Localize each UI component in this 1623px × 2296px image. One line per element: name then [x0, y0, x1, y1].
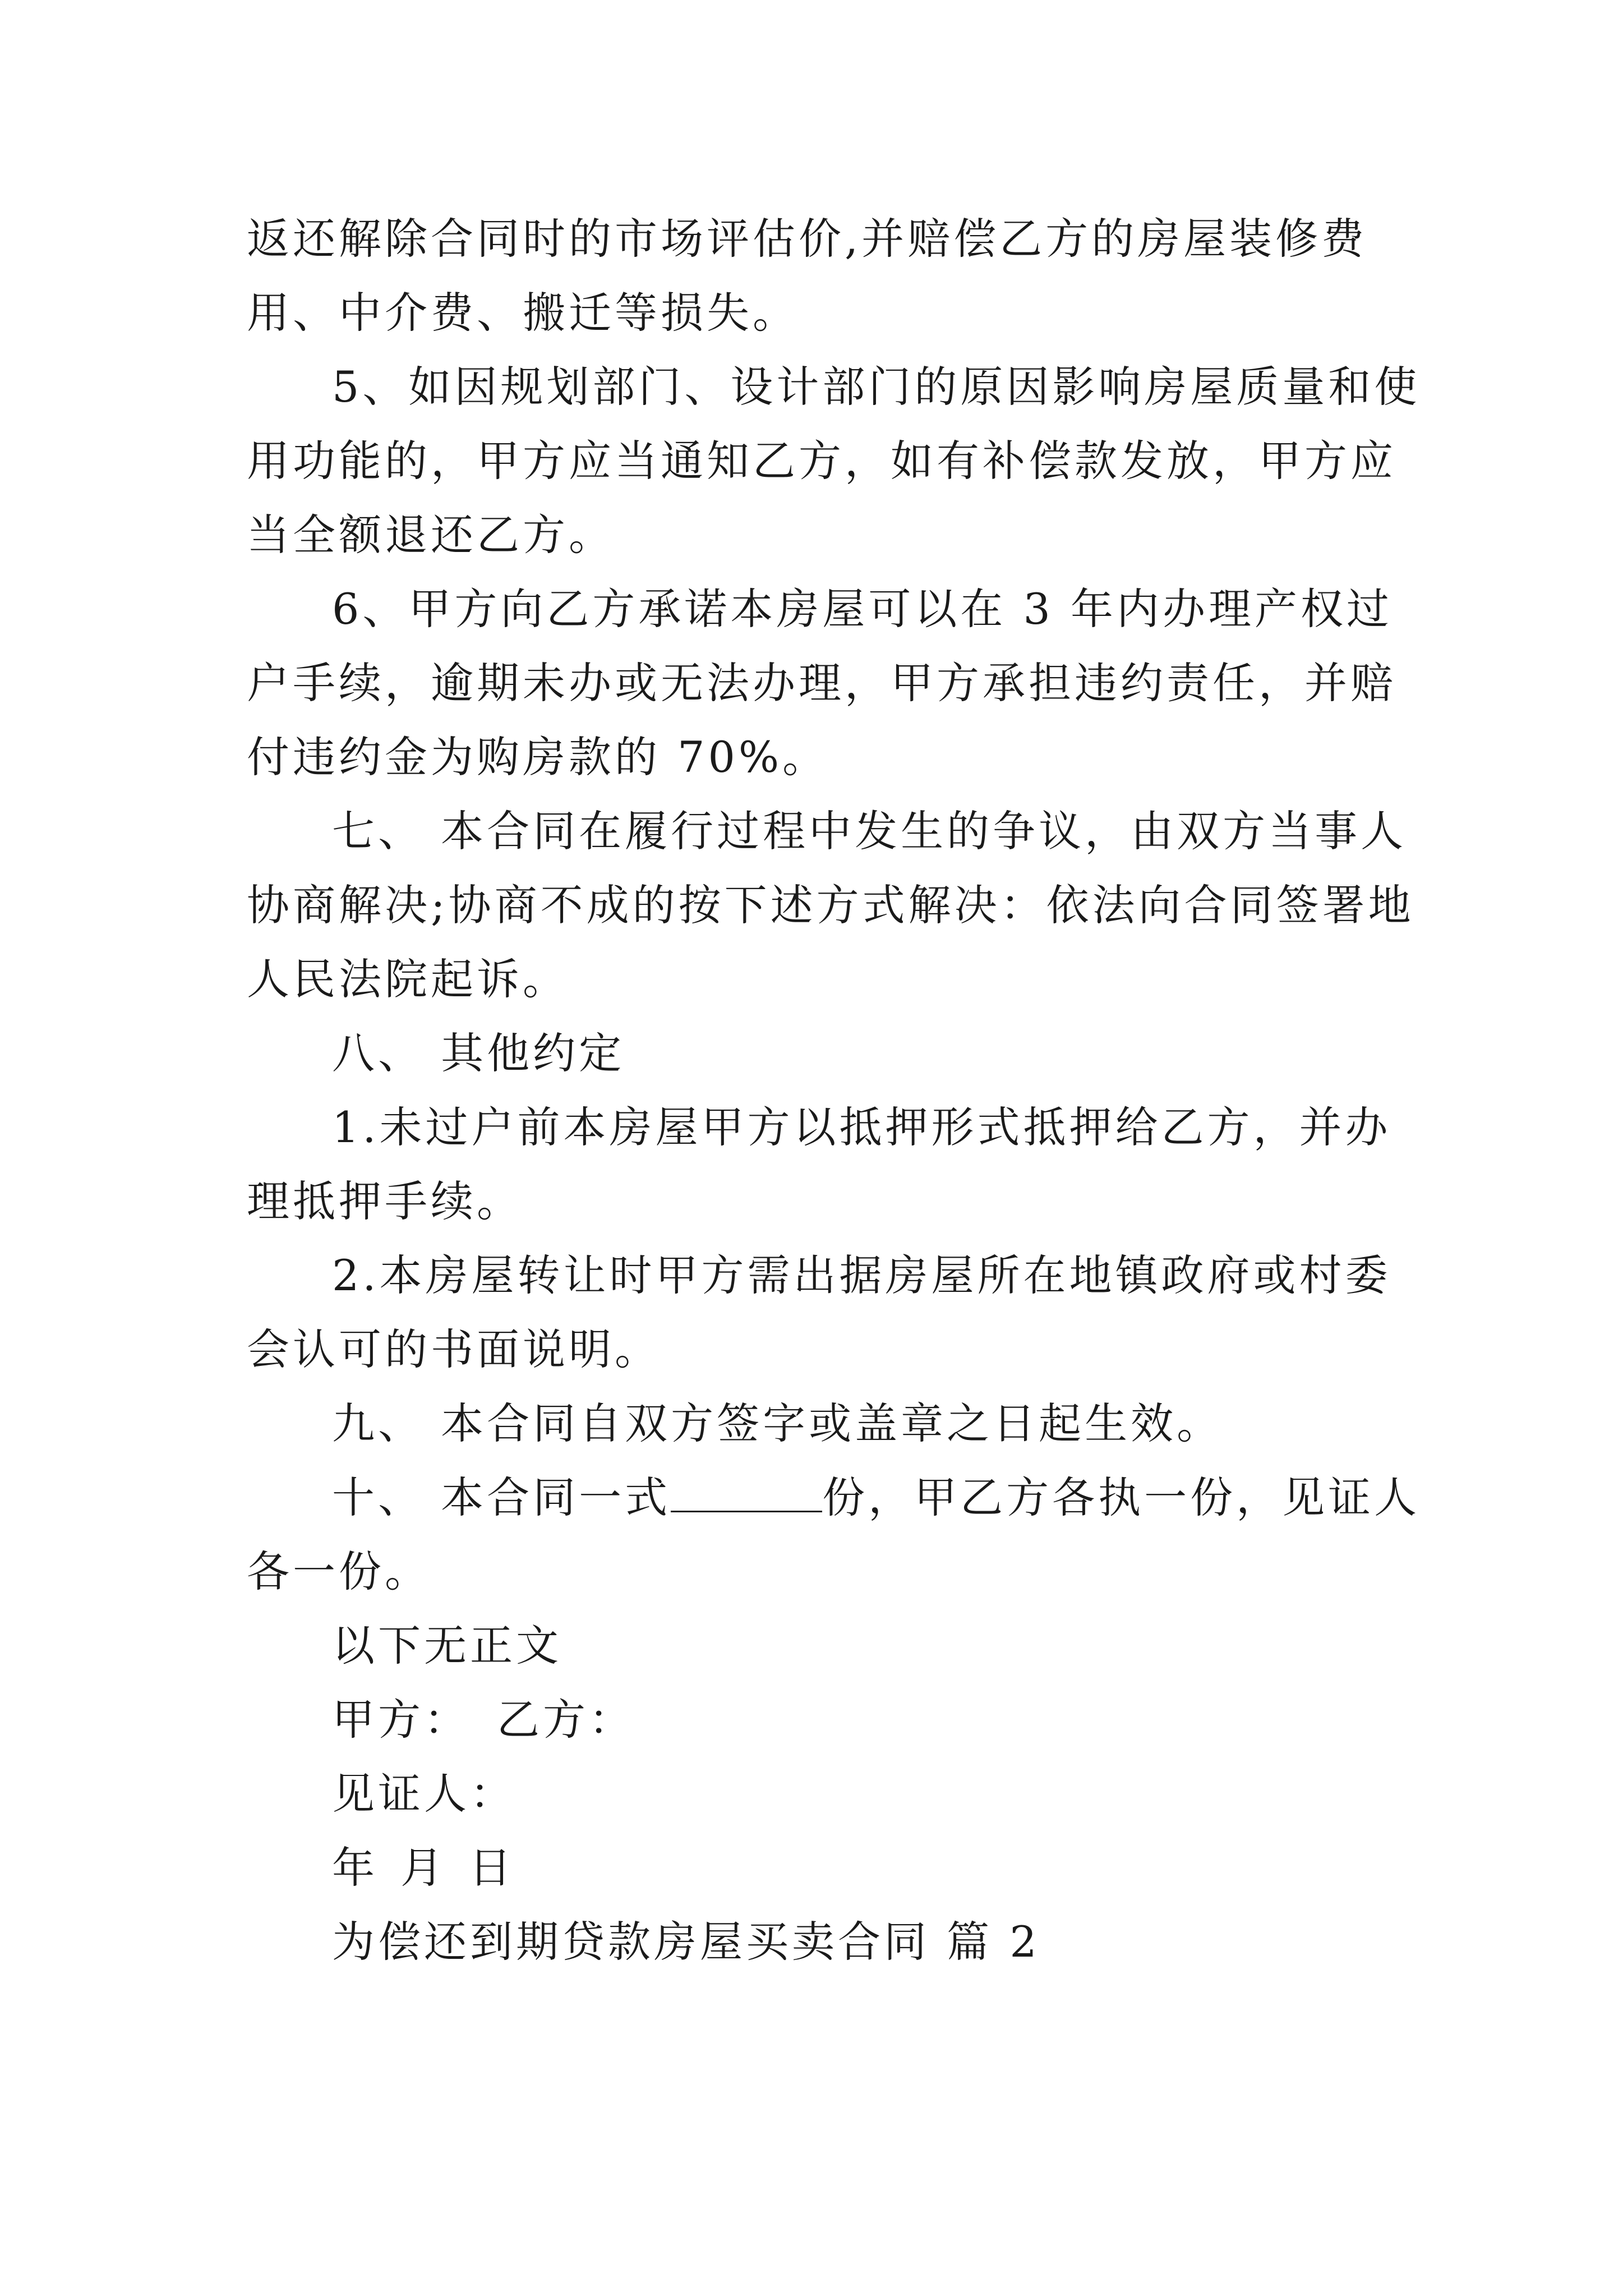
- date-line: [247, 1831, 1430, 1905]
- no-further-text-note: 以下无正文: [332, 1621, 562, 1671]
- date-year-label: 年: [332, 1843, 378, 1893]
- paragraph-clause-5: 5、如因规划部门、设计部门的原因影响房屋质量和使用功能的，甲方应当通知乙方，如有补偿款发放，甲方应当全额退还乙方。: [247, 362, 1421, 560]
- paragraph-article-9: 九、 本合同自双方签字或盖章之日起生效。: [332, 1398, 1223, 1448]
- paragraph-article-8-item-1: 1.未过户前本房屋甲方以抵押形式抵押给乙方，并办理抵押手续。: [247, 1102, 1391, 1226]
- article-10-text-before: 十、 本合同一式: [332, 1473, 671, 1522]
- paragraph-clause-6: 6、甲方向乙方承诺本房屋可以在 3 年内办理产权过户手续，逾期未办或无法办理，甲方承担违约责任，并赔付违约金为购房款的 70%。: [247, 584, 1396, 782]
- date-month-label: 月: [400, 1843, 446, 1893]
- article-10-text-after: 份，甲乙方各执一份，见证人各一份。: [247, 1473, 1421, 1596]
- next-section-title: 为偿还到期贷款房屋买卖合同 篇 2: [332, 1917, 1040, 1967]
- witness-line: 见证人：: [332, 1769, 516, 1819]
- document-body: [247, 202, 1430, 1979]
- party-b-label: 乙方：: [497, 1695, 635, 1745]
- paragraph-article-8-item-2: 2.本房屋转让时甲方需出据房屋所在地镇政府或村委会认可的书面说明。: [247, 1250, 1391, 1374]
- paragraph-article-7: 七、 本合同在履行过程中发生的争议，由双方当事人协商解决;协商不成的按下述方式解决：依法向合同签署地人民法院起诉。: [247, 806, 1414, 1004]
- paragraph-continued: 返还解除合同时的市场评估价,并赔偿乙方的房屋装修费用、中介费、搬迁等损失。: [247, 214, 1368, 338]
- signature-parties-line: [247, 1683, 1430, 1757]
- paragraph-article-10: [247, 1461, 1430, 1609]
- heading-article-8: 八、 其他约定: [332, 1028, 625, 1078]
- party-a-label: 甲方：: [332, 1695, 470, 1745]
- copies-blank-field[interactable]: [671, 1478, 822, 1512]
- date-day-label: 日: [469, 1843, 515, 1893]
